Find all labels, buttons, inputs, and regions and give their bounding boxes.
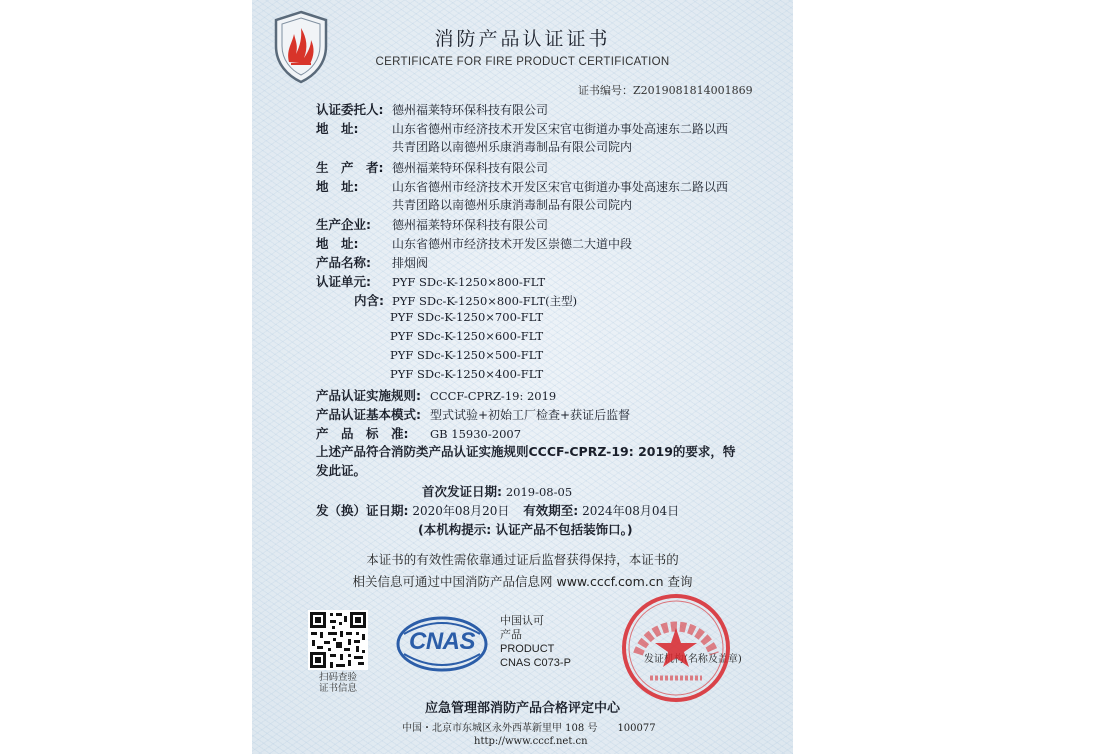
manufacturer-row [316, 158, 548, 176]
applicant-label: 认证委托人: [316, 102, 384, 117]
issuer-website-link[interactable]: http://www.cccf.net.cn [474, 736, 588, 747]
rule-label: 产品认证实施规则: [316, 388, 421, 403]
unit-row [316, 272, 545, 290]
validity-note-line2: 相关信息可通过中国消防产品信息网 www.cccf.com.cn 查询 [352, 574, 693, 589]
valid-until-value: 2024年08月04日 [582, 504, 680, 518]
qr-code-icon[interactable] [308, 610, 368, 670]
mode-label: 产品认证基本模式: [316, 407, 421, 422]
rule-row [316, 386, 556, 404]
standard-row [316, 424, 521, 442]
address3-row [316, 234, 632, 252]
certificate-number-label: 证书编号： [578, 84, 633, 97]
reissue-label: 发（换）证日期: [316, 503, 409, 518]
reissue-row [316, 501, 679, 519]
address1-line2: 共青团路以南德州乐康消毒制品有限公司院内 [392, 140, 633, 154]
product-name-row [316, 253, 428, 271]
manufacturer-value: 德州福莱特环保科技有限公司 [392, 161, 549, 175]
address1-line1: 山东省德州市经济技术开发区宋官屯街道办事处高速东二路以西 [392, 122, 729, 136]
certificate-title-english: CERTIFICATE FOR FIRE PRODUCT CERTIFICATION [375, 56, 670, 68]
official-seal-icon [620, 592, 732, 704]
cnas-logo-text: CNAS [408, 628, 475, 655]
cnas-mark-text [500, 614, 571, 670]
factory-value: 德州福莱特环保科技有限公司 [392, 218, 549, 232]
certificate-number-value: Z2019081814001869 [633, 84, 753, 97]
valid-until-label: 有效期至: [523, 503, 579, 518]
first-issue-row [422, 482, 572, 500]
mode-row [316, 405, 630, 423]
issuing-body-caption: 发证机构(名称及盖章) [644, 654, 742, 665]
contains-item: PYF SDc-K-1250×600-FLT [390, 329, 544, 343]
certificate-title: 消防产品认证证书 [434, 28, 611, 50]
contains-item: PYF SDc-K-1250×800-FLT(主型) [392, 294, 578, 308]
qr-label-line2: 证书信息 [318, 683, 357, 694]
mode-value: 型式试验+初始工厂检查+获证后监督 [430, 408, 631, 422]
contains-item: PYF SDc-K-1250×700-FLT [390, 310, 544, 324]
applicant-value: 德州福莱特环保科技有限公司 [392, 103, 549, 117]
cnas-line4: CNAS C073-P [500, 657, 571, 669]
address1-row2 [392, 138, 632, 155]
qr-label-line1: 扫码查验 [318, 672, 357, 683]
address3-value: 山东省德州市经济技术开发区崇德二大道中段 [392, 237, 633, 251]
unit-label: 认证单元: [316, 274, 371, 289]
issuer-address: 中国・北京市东城区永外西革新里甲 108 号 100077 [402, 723, 656, 734]
standard-value: GB 15930-2007 [430, 427, 522, 441]
qr-label [308, 672, 368, 694]
manufacturer-label: 生 产 者: [316, 160, 384, 175]
address3-label: 地 址: [316, 236, 359, 251]
address2-line1: 山东省德州市经济技术开发区宋官屯街道办事处高速东二路以西 [392, 180, 729, 194]
notice-row [418, 520, 633, 538]
address2-label: 地 址: [316, 179, 359, 194]
unit-value: PYF SDc-K-1250×800-FLT [392, 275, 546, 289]
first-issue-value: 2019-08-05 [505, 485, 573, 499]
first-issue-label: 首次发证日期: [422, 484, 502, 499]
applicant-row [316, 100, 548, 118]
factory-row [316, 215, 548, 233]
product-name-label: 产品名称: [316, 255, 371, 270]
certificate-number [578, 82, 753, 98]
standard-label: 产 品 标 准: [316, 426, 409, 441]
issuing-authority: 应急管理部消防产品合格评定中心 [424, 701, 620, 716]
address2-line2: 共青团路以南德州乐康消毒制品有限公司院内 [392, 198, 633, 212]
cnas-line2: 产品 [500, 629, 522, 641]
address2-row [316, 177, 728, 195]
reissue-value: 2020年08月20日 [412, 504, 510, 518]
cnas-line3: PRODUCT [500, 643, 555, 655]
product-name-value: 排烟阀 [392, 256, 429, 270]
validity-note-line1: 本证书的有效性需依靠通过证后监督获得保持，本证书的 [366, 552, 679, 567]
institution-notice: (本机构提示: 认证产品不包括装饰口。) [418, 522, 633, 537]
factory-label: 生产企业: [316, 217, 371, 232]
contains-label: 内含: [354, 293, 384, 308]
contains-row [354, 291, 577, 309]
address1-label: 地 址: [316, 121, 359, 136]
address1-row [316, 119, 728, 137]
contains-item: PYF SDc-K-1250×500-FLT [390, 348, 544, 362]
rule-value: CCCF-CPRZ-19: 2019 [430, 389, 557, 403]
certificate [252, 0, 793, 754]
cnas-line1: 中国认可 [500, 615, 544, 627]
contains-item: PYF SDc-K-1250×400-FLT [390, 367, 544, 381]
address2-row2 [392, 196, 632, 213]
conformity-statement: 上述产品符合消防类产品认证实施规则CCCF-CPRZ-19: 2019的要求，特发此证。 [316, 444, 736, 478]
